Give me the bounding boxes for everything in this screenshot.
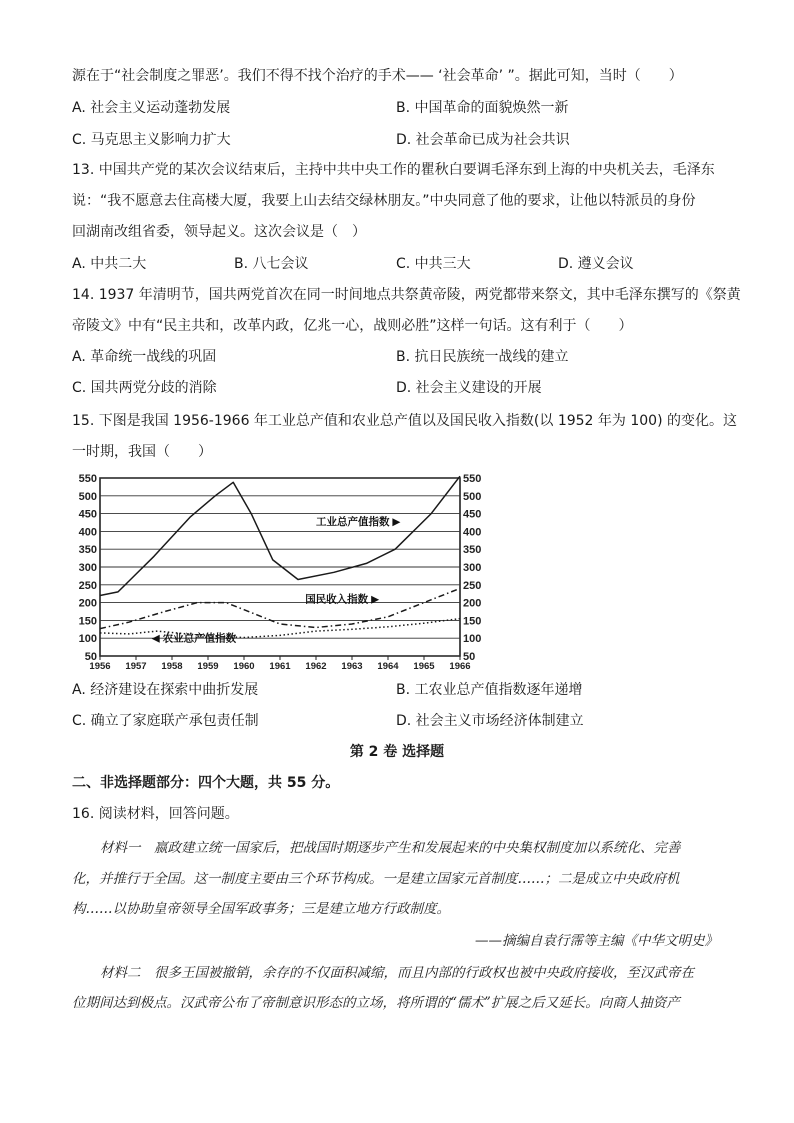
y-tick-right: 450 xyxy=(463,508,482,521)
x-tick-label: 1959 xyxy=(197,661,219,672)
y-tick-left: 350 xyxy=(78,544,97,557)
q15-stem-line-2: 一时期，我国（ ） xyxy=(72,444,212,460)
x-tick-label: 1963 xyxy=(341,661,363,672)
y-tick-left: 300 xyxy=(78,562,97,574)
index-line-chart xyxy=(70,466,482,676)
q14-option-c[interactable]: C. 国共两党分歧的消除 xyxy=(72,380,217,396)
y-tick-right: 350 xyxy=(463,544,482,557)
q12-option-b[interactable]: B. 中国革命的面貌焕然一新 xyxy=(396,100,569,116)
x-tick-label: 1958 xyxy=(161,661,183,672)
material-1-line-3: 构……以协助皇帝领导全国军政事务；三是建立地方行政制度。 xyxy=(72,901,450,917)
q13-option-c[interactable]: C. 中共三大 xyxy=(396,256,471,272)
section-title: 第 2 卷 选择题 xyxy=(349,744,445,760)
y-tick-right: 250 xyxy=(463,579,482,592)
y-tick-right: 150 xyxy=(463,615,482,628)
q12-option-d[interactable]: D. 社会革命已成为社会共识 xyxy=(396,132,570,148)
x-tick-label: 1966 xyxy=(449,661,471,672)
q12-stem-continuation: 源在于“社会制度之罪恶’。我们不得不找个治疗的手术—— ‘社会革命’ ”。据此可知，当时（ ） xyxy=(72,68,683,84)
q16-stem: 16. 阅读材料，回答问题。 xyxy=(72,806,239,822)
x-tick-label: 1965 xyxy=(413,661,435,672)
material-1-line-2: 化，并推行于全国。这一制度主要由三个环节构成。一是建立国家元首制度……；二是成立中央政府机 xyxy=(72,871,680,887)
q13-option-d[interactable]: D. 遵义会议 xyxy=(558,256,634,272)
y-tick-right: 50 xyxy=(463,651,476,663)
x-tick-label: 1964 xyxy=(377,661,399,672)
x-tick-label: 1956 xyxy=(89,661,111,672)
x-tick-label: 1957 xyxy=(125,661,147,672)
y-tick-left: 550 xyxy=(78,473,97,485)
x-tick-label: 1960 xyxy=(233,661,255,672)
y-tick-left: 200 xyxy=(78,597,97,610)
agriculture-series-label: ◀ 农业总产值指数 xyxy=(151,632,237,645)
q13-option-a[interactable]: A. 中共二大 xyxy=(72,256,147,272)
series-line-industry xyxy=(100,476,460,595)
q14-option-b[interactable]: B. 抗日民族统一战线的建立 xyxy=(396,349,569,365)
y-tick-right: 300 xyxy=(463,562,482,574)
material-1-source: ——摘编自袁行霈等主编《中华文明史》 xyxy=(475,933,718,949)
y-tick-right: 200 xyxy=(463,597,482,610)
y-tick-left: 250 xyxy=(78,579,97,592)
q12-option-a[interactable]: A. 社会主义运动蓬勃发展 xyxy=(72,100,231,116)
q14-option-d[interactable]: D. 社会主义建设的开展 xyxy=(396,380,542,396)
y-tick-left: 50 xyxy=(84,651,97,663)
q13-stem-line-3: 回湖南改组省委，领导起义。这次会议是（ ） xyxy=(72,224,366,240)
x-tick-label: 1962 xyxy=(305,661,327,672)
q15-option-d[interactable]: D. 社会主义市场经济体制建立 xyxy=(396,713,584,729)
material-1-line-1: 材料一 嬴政建立统一国家后，把战国时期逐步产生和发展起来的中央集权制度加以系统化、完善 xyxy=(100,840,681,856)
q15-option-a[interactable]: A. 经济建设在探索中曲折发展 xyxy=(72,682,259,698)
y-tick-right: 100 xyxy=(463,633,482,646)
q14-option-a[interactable]: A. 革命统一战线的巩固 xyxy=(72,349,217,365)
industry-series-label: 工业总产值指数 ▶ xyxy=(316,515,401,528)
q15-option-c[interactable]: C. 确立了家庭联产承包责任制 xyxy=(72,713,259,729)
y-tick-left: 500 xyxy=(78,490,97,503)
q13-stem-line-2: 说：“我不愿意去住高楼大厦，我要上山去结交绿林朋友。”中央同意了他的要求，让他以特派员的身份 xyxy=(72,193,696,209)
y-tick-right: 400 xyxy=(463,526,482,539)
y-tick-right: 550 xyxy=(463,473,482,485)
y-tick-left: 400 xyxy=(78,526,97,539)
x-tick-label: 1961 xyxy=(269,661,291,672)
y-tick-left: 100 xyxy=(78,633,97,646)
part-heading: 二、非选择题部分：四个大题，共 55 分。 xyxy=(72,775,340,791)
material-2-line-1: 材料二 很多王国被撤销，余存的不仅面积减缩，而且内部的行政权也被中央政府接收，至汉武帝在 xyxy=(100,965,694,981)
q13-stem-line-1: 13. 中国共产党的某次会议结束后，主持中共中央工作的瞿秋白要调毛泽东到上海的中央机关去，毛泽东 xyxy=(72,162,715,178)
y-tick-left: 150 xyxy=(78,615,97,628)
q14-stem-line-1: 14. 1937 年清明节，国共两党首次在同一时间地点共祭黄帝陵，两党都带来祭文，其中毛泽东撰写的《祭黄 xyxy=(72,287,741,303)
q13-option-b[interactable]: B. 八七会议 xyxy=(234,256,309,272)
q12-option-c[interactable]: C. 马克思主义影响力扩大 xyxy=(72,132,231,148)
y-tick-left: 450 xyxy=(78,508,97,521)
y-tick-right: 500 xyxy=(463,490,482,503)
national-income-series-label: 国民收入指数 ▶ xyxy=(305,593,380,606)
q15-option-b[interactable]: B. 工农业总产值指数逐年递增 xyxy=(396,682,583,698)
q15-stem-line-1: 15. 下图是我国 1956-1966 年工业总产值和农业总产值以及国民收入指数(以 1952 年为 100) 的变化。这 xyxy=(72,413,737,429)
series-line-national-income xyxy=(100,588,460,628)
material-2-line-2: 位期间达到极点。汉武帝公布了帝制意识形态的立场，将所谓的“儒术”扩展之后又延长。向商人抽资产 xyxy=(72,995,680,1011)
q14-stem-line-2: 帝陵文》中有“民主共和，改革内政，亿兆一心，战则必胜”这样一句话。这有利于（ ） xyxy=(72,318,633,334)
